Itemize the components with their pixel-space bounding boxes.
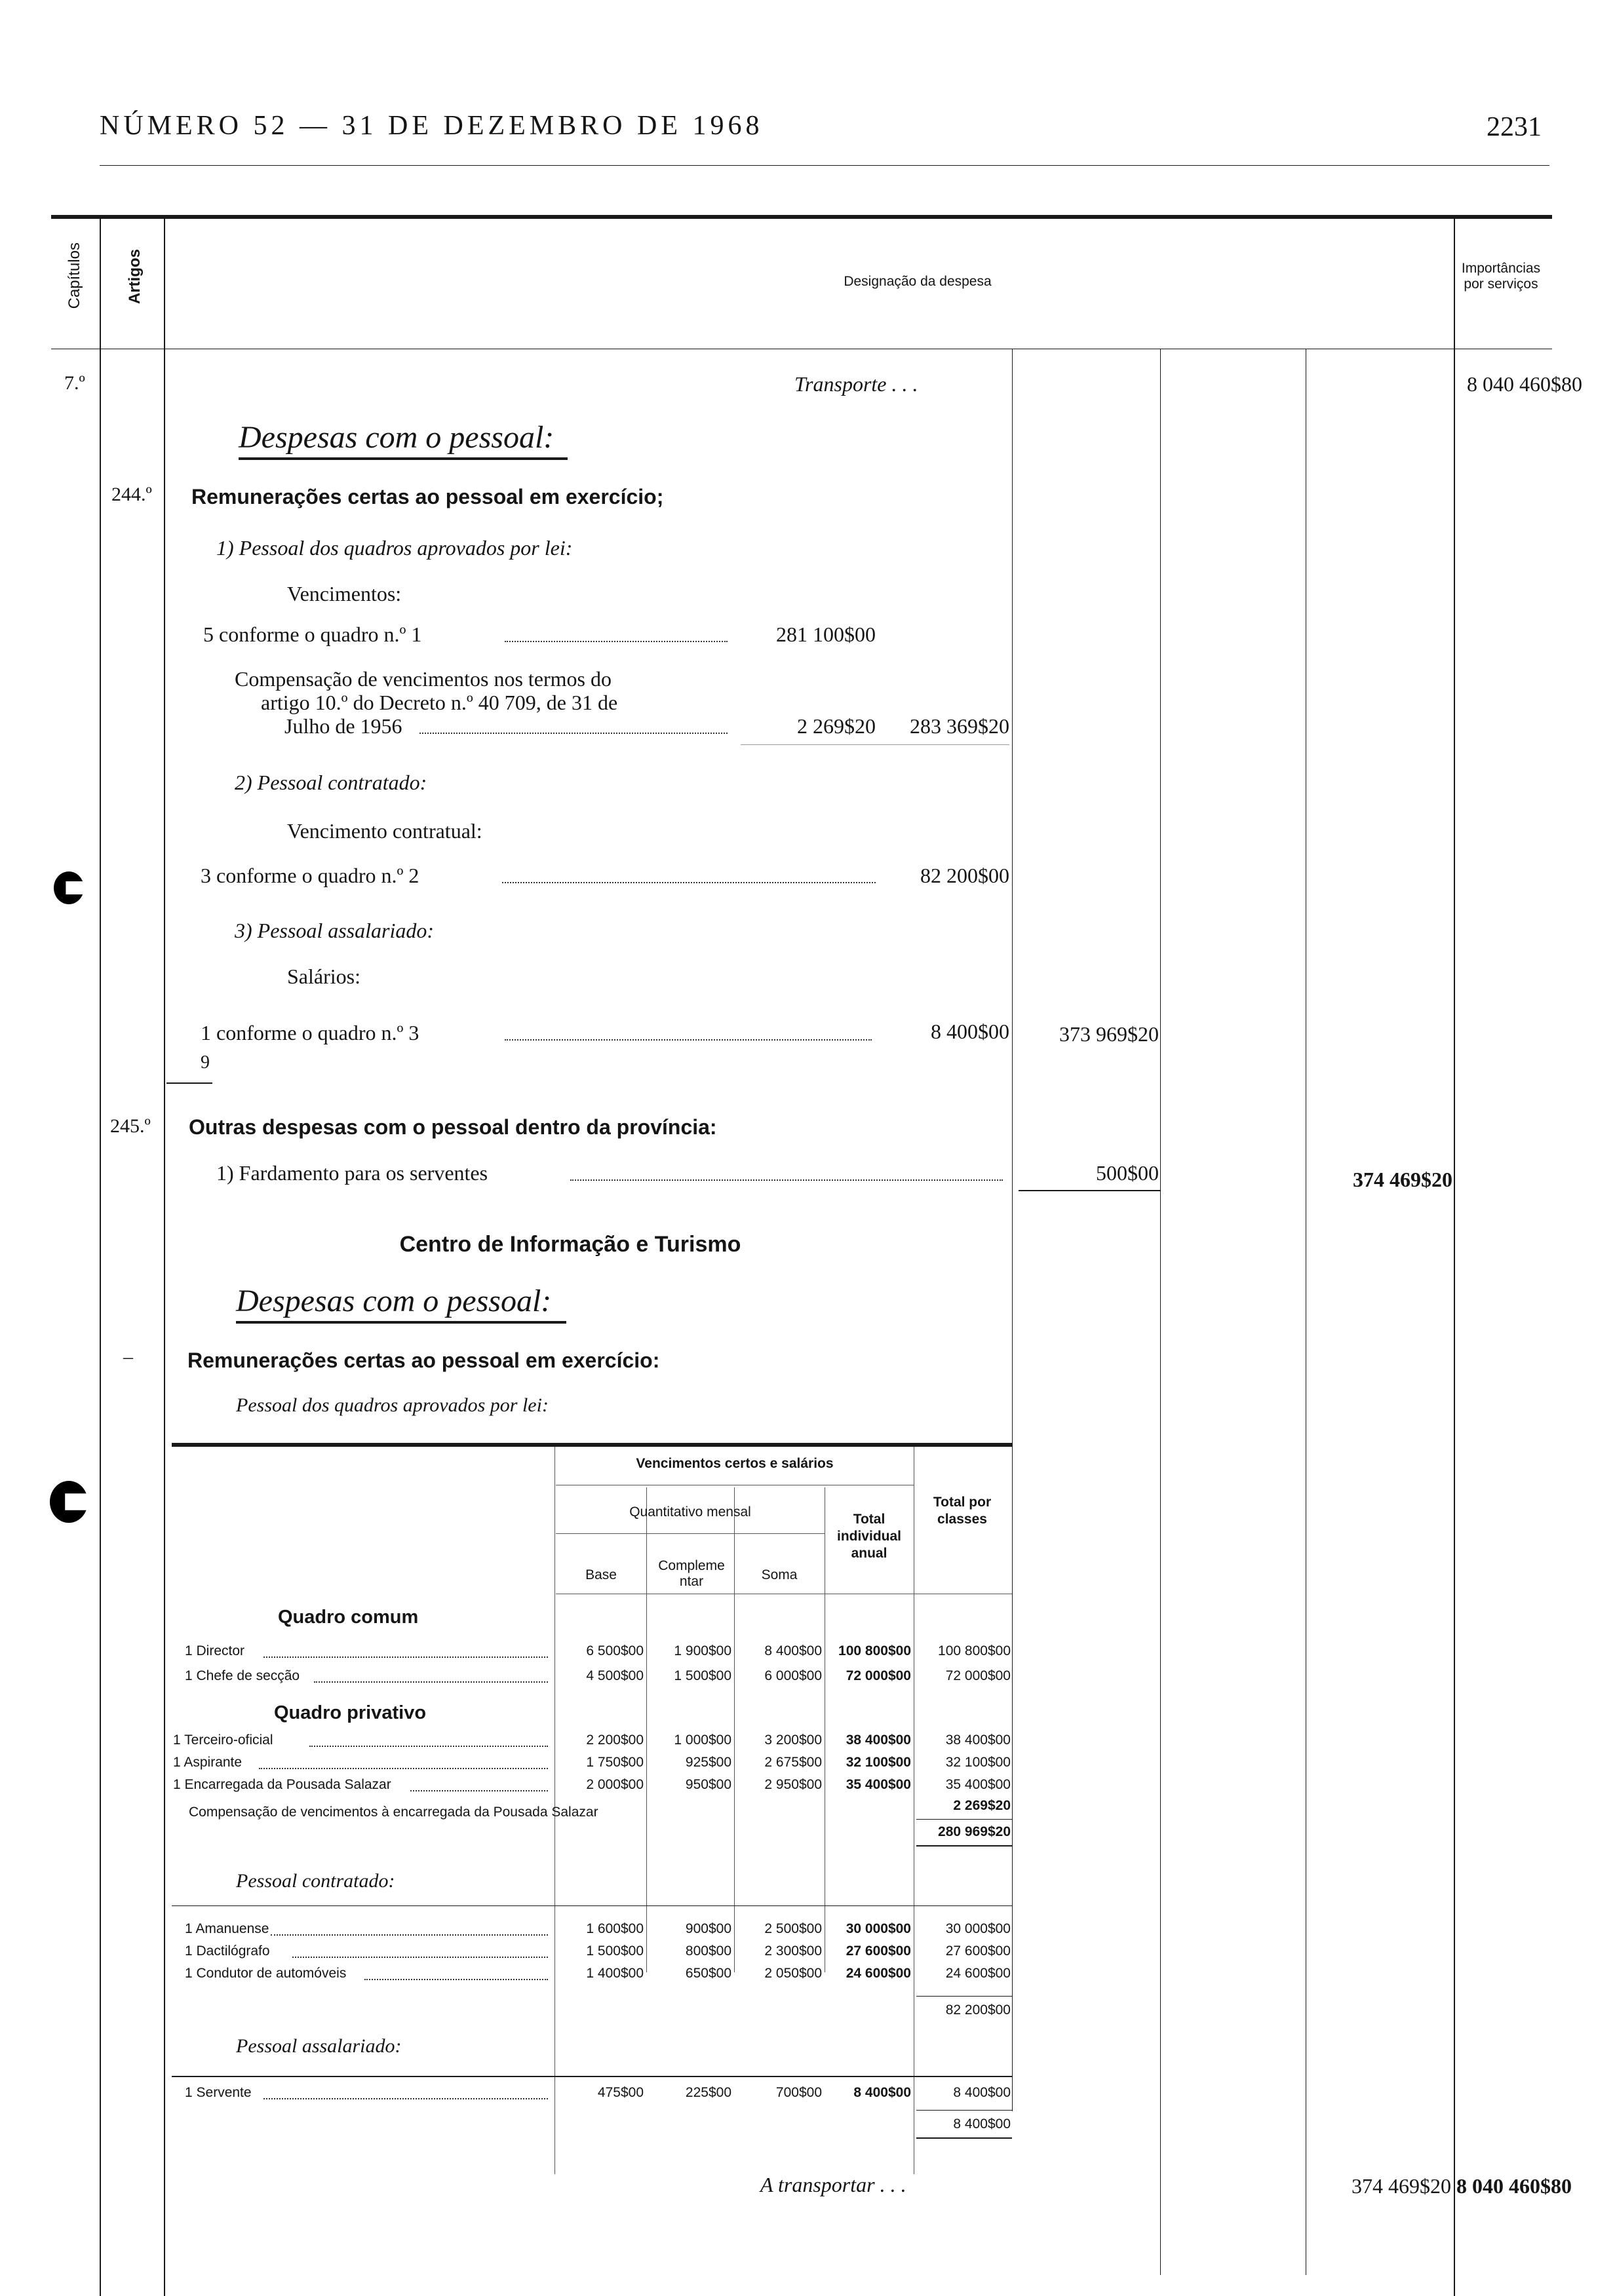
line3-leader	[505, 1039, 872, 1041]
header-rule	[100, 165, 1549, 166]
table-cell-total: 72 000$00	[846, 1668, 911, 1683]
contratado-title: Pessoal contratado:	[236, 1870, 395, 1892]
stray-mark: 9	[201, 1052, 210, 1073]
article-244-sub1: 1) Pessoal dos quadros aprovados por lei:	[216, 536, 573, 560]
comp-text-3: Julho de 1956	[284, 714, 402, 738]
article-244-number: 244.º	[111, 484, 152, 505]
table-cell-soma: 2 050$00	[764, 1966, 822, 1981]
line2-value: 82 200$00	[920, 864, 1009, 887]
table-cell-compl: 1 900$00	[674, 1643, 731, 1658]
table-cell-compl: 225$00	[685, 2085, 731, 2100]
col-base-header: Base	[585, 1567, 617, 1582]
article-244-end-rule	[166, 1082, 212, 1084]
table-cell-total: 27 600$00	[846, 1943, 911, 1959]
table-cell-classe: 38 400$00	[945, 1732, 1011, 1748]
a-transportar-right: 8 040 460$80	[1456, 2174, 1572, 2198]
table-row-leader	[364, 1979, 548, 1980]
table-cell-soma: 6 000$00	[764, 1668, 822, 1683]
table-row-label: 1 Amanuense	[185, 1921, 269, 1936]
table-cell-compl: 950$00	[685, 1777, 731, 1792]
table-row-label: 1 Director	[185, 1643, 245, 1658]
table-cell-classe: 100 800$00	[938, 1643, 1011, 1658]
page-number: 2231	[1487, 112, 1542, 142]
article-244-title: Remunerações certas ao pessoal em exercício;	[191, 485, 664, 508]
subtotal-2-rule	[916, 1996, 1012, 1997]
section1-heading: Despesas com o pessoal:	[239, 420, 555, 455]
table-cell-total: 30 000$00	[846, 1921, 911, 1936]
table-cell-total: 100 800$00	[838, 1643, 911, 1658]
table-cell-soma: 700$00	[775, 2085, 822, 2100]
table-cell-classe: 30 000$00	[945, 1921, 1011, 1936]
table-cell-soma: 2 300$00	[764, 1943, 822, 1959]
table-cell-compl: 650$00	[685, 1966, 731, 1981]
compensacao-value: 2 269$20	[953, 1798, 1011, 1813]
table-cell-soma: 2 950$00	[764, 1777, 822, 1792]
section1-total: 374 469$20	[1353, 1168, 1452, 1191]
table-cell-base: 2 000$00	[586, 1777, 644, 1792]
col-divider-amount-1	[1012, 349, 1013, 2111]
venc-contratual-label: Vencimento contratual:	[287, 819, 482, 843]
table-cell-classe: 27 600$00	[945, 1943, 1011, 1959]
comp-underline	[741, 744, 1009, 745]
binding-hole-mark-upper	[54, 871, 84, 904]
table-cell-total: 32 100$00	[846, 1755, 911, 1770]
line3-text: 1 conforme o quadro n.º 3	[201, 1021, 419, 1044]
line3-total: 373 969$20	[1059, 1022, 1159, 1046]
page-header-title: NÚMERO 52 — 31 DE DEZEMBRO DE 1968	[100, 111, 764, 141]
table-cell-compl: 900$00	[685, 1921, 731, 1936]
table-cell-compl: 925$00	[685, 1755, 731, 1770]
col-divider-amount-2	[1160, 349, 1161, 2275]
table-cell-classe: 32 100$00	[945, 1755, 1011, 1770]
section1-heading-underline	[239, 457, 568, 460]
quant-mensal-rule	[556, 1533, 825, 1534]
compensacao-text: Compensação de vencimentos à encarregada da Pousada Salazar	[189, 1805, 598, 1820]
transporte-value: 8 040 460$80	[1467, 372, 1582, 396]
col-total-ind-header: Total individual anual	[836, 1512, 901, 1561]
table-cell-classe: 8 400$00	[953, 2085, 1011, 2100]
table-row-label: 1 Servente	[185, 2085, 252, 2100]
inner-table-top-rule	[172, 1443, 1012, 1447]
article-244-sub2: 2) Pessoal contratado:	[235, 771, 427, 794]
table-row-leader	[263, 2098, 548, 2099]
table-cell-total: 35 400$00	[846, 1777, 911, 1792]
table-cell-base: 1 500$00	[586, 1943, 644, 1959]
col-divider-amount-4	[1454, 219, 1455, 2296]
table-cell-base: 4 500$00	[586, 1668, 644, 1683]
salarios-label: Salários:	[287, 965, 360, 988]
inner-col-base-end	[646, 1487, 647, 1972]
table-top-rule	[51, 215, 1552, 219]
table-cell-soma: 3 200$00	[764, 1732, 822, 1748]
comp-text-1: Compensação de vencimentos nos termos do	[235, 667, 612, 691]
table-row-leader	[271, 1934, 548, 1936]
article-244-sub3: 3) Pessoal assalariado:	[235, 919, 434, 942]
table-cell-base: 6 500$00	[586, 1643, 644, 1658]
quant-mensal-header: Quantitativo mensal	[629, 1504, 751, 1520]
table-cell-soma: 2 500$00	[764, 1921, 822, 1936]
col-divider-capitulos	[100, 219, 101, 2296]
line2-leader	[502, 882, 876, 883]
table-cell-classe: 72 000$00	[945, 1668, 1011, 1683]
table-cell-soma: 8 400$00	[764, 1643, 822, 1658]
subtotal-3-double-rule	[916, 2137, 1012, 2139]
subtotal-1: 280 969$20	[938, 1824, 1011, 1839]
col-divider-artigos	[164, 219, 165, 2296]
col-soma-header: Soma	[761, 1567, 798, 1582]
table-row-leader	[263, 1656, 548, 1658]
article-245-line: 1) Fardamento para os serventes	[216, 1161, 488, 1185]
subtotal-3: 8 400$00	[953, 2116, 1011, 2132]
table-cell-compl: 1 000$00	[674, 1732, 731, 1748]
line3-value: 8 400$00	[931, 1020, 1009, 1043]
table-cell-base: 1 600$00	[586, 1921, 644, 1936]
section2-subtitle: Pessoal dos quadros aprovados por lei:	[236, 1394, 549, 1416]
comp-leader	[419, 733, 728, 734]
table-cell-base: 1 400$00	[586, 1966, 644, 1981]
section2-dash: –	[123, 1346, 133, 1368]
table-cell-soma: 2 675$00	[764, 1755, 822, 1770]
capitulos-header: Capítulos	[66, 242, 83, 309]
section2-heading-underline	[236, 1321, 566, 1324]
line1-text: 5 conforme o quadro n.º 1	[203, 622, 422, 646]
table-cell-compl: 800$00	[685, 1943, 731, 1959]
importancias-header: Importâncias por serviços	[1461, 261, 1541, 292]
subtotal-2: 82 200$00	[945, 2002, 1011, 2018]
assalariado-rule	[172, 2076, 1012, 2077]
capitulo-number: 7.º	[64, 372, 85, 394]
line2-text: 3 conforme o quadro n.º 2	[201, 864, 419, 887]
table-cell-base: 475$00	[597, 2085, 644, 2100]
table-row-label: 1 Encarregada da Pousada Salazar	[173, 1777, 391, 1792]
a-transportar-label: A transportar . . .	[760, 2173, 906, 2196]
table-cell-base: 1 750$00	[586, 1755, 644, 1770]
table-row-leader	[292, 1957, 548, 1958]
table-row-label: 1 Terceiro-oficial	[173, 1732, 273, 1748]
inner-col-compl-end	[734, 1487, 735, 1972]
table-cell-total: 24 600$00	[846, 1966, 911, 1981]
quadro-comum-title: Quadro comum	[278, 1607, 419, 1628]
table-row-leader	[410, 1790, 548, 1791]
article-245-leader	[570, 1179, 1003, 1181]
binding-hole-mark-lower	[50, 1481, 88, 1523]
table-row-leader	[314, 1681, 548, 1683]
vencimentos-label: Vencimentos:	[287, 582, 402, 605]
article-245-value: 500$00	[1096, 1161, 1159, 1185]
table-cell-total: 38 400$00	[846, 1732, 911, 1748]
centro-title: Centro de Informação e Turismo	[399, 1232, 741, 1257]
table-row-label: 1 Chefe de secção	[185, 1668, 300, 1683]
table-row-label: 1 Condutor de automóveis	[185, 1966, 347, 1981]
table-cell-compl: 1 500$00	[674, 1668, 731, 1683]
a-transportar-mid: 374 469$20	[1352, 2174, 1451, 2198]
subtotal-1-rule	[916, 1819, 1012, 1820]
designacao-header: Designação da despesa	[844, 274, 992, 289]
subtotal-1-double-rule	[916, 1845, 1012, 1846]
section2-heading: Despesas com o pessoal:	[236, 1284, 552, 1318]
article-245-title: Outras despesas com o pessoal dentro da província:	[189, 1115, 717, 1139]
col-compl-header: Complementar	[658, 1558, 725, 1589]
contratado-rule	[172, 1905, 1012, 1906]
quadro-privativo-title: Quadro privativo	[274, 1702, 427, 1723]
comp-total: 283 369$20	[910, 714, 1009, 738]
table-cell-total: 8 400$00	[853, 2085, 911, 2100]
table-cell-base: 2 200$00	[586, 1732, 644, 1748]
table-row-label: 1 Dactilógrafo	[185, 1943, 270, 1959]
col-total-cls-header: Total por classes	[933, 1495, 992, 1527]
group-header: Vencimentos certos e salários	[636, 1456, 834, 1471]
article-245-rule	[1019, 1190, 1160, 1191]
table-row-leader	[309, 1746, 548, 1747]
assalariado-title: Pessoal assalariado:	[236, 2035, 402, 2057]
table-row-leader	[259, 1768, 548, 1769]
table-cell-classe: 35 400$00	[945, 1777, 1011, 1792]
comp-value: 2 269$20	[797, 714, 876, 738]
comp-text-2: artigo 10.º do Decreto n.º 40 709, de 31 de	[261, 691, 618, 714]
transporte-label: Transporte . . .	[794, 372, 918, 396]
subtotal-3-rule	[916, 2110, 1012, 2111]
article-245-number: 245.º	[110, 1115, 151, 1137]
line1-leader	[505, 641, 728, 642]
table-cell-classe: 24 600$00	[945, 1966, 1011, 1981]
table-row-label: 1 Aspirante	[173, 1755, 243, 1770]
section2-title: Remunerações certas ao pessoal em exercício:	[187, 1349, 660, 1372]
artigos-header: Artigos	[126, 249, 144, 304]
line1-value: 281 100$00	[776, 622, 876, 646]
